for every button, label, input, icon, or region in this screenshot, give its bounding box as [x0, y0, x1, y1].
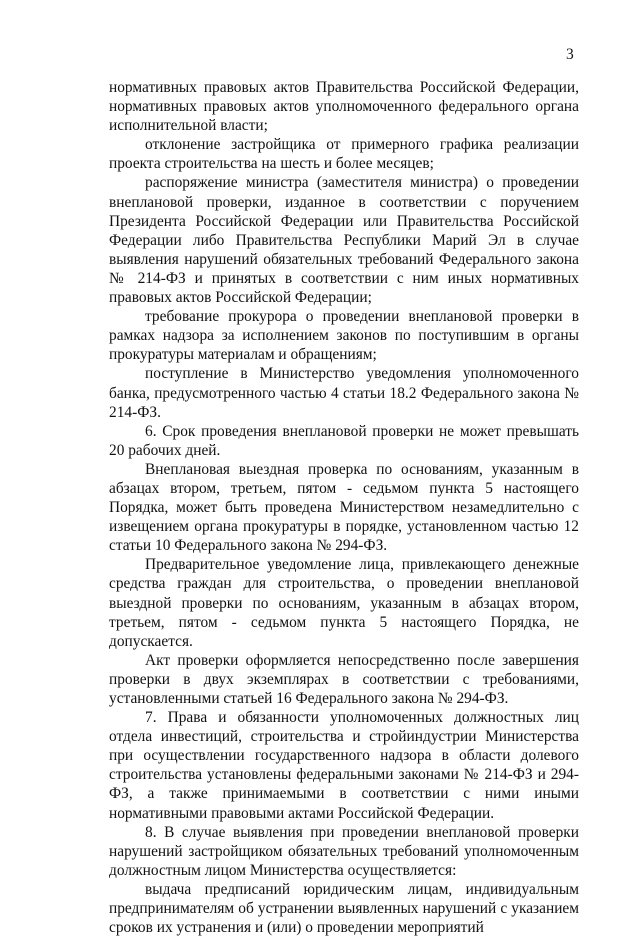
paragraph-continuation: нормативных правовых актов Правительства Российской Федерации, нормативных правовых актов уполномоченного федерального органа исполнительной власти;	[109, 79, 579, 135]
paragraph-bank-notice: поступление в Министерство уведомления уполномоченного банка, предусмотренного частью 4 статьи 18.2 Федерального закона № 214-ФЗ.	[109, 365, 579, 421]
paragraph-prior-notice: Предварительное уведомление лица, привлекающего денежные средства граждан для строительства, о проведении внеплановой выездной проверки по основаниям, указанным в абзацах втором, третьем, пятом - седьмом пункта 5 настоящего Порядка, не допускается.	[109, 556, 579, 650]
paragraph-orders-issuance: выдача предписаний юридическим лицам, индивидуальным предпринимателям об устранении выявленных нарушений с указанием сроков их устранения и (или) о проведении мероприятий	[109, 880, 579, 937]
paragraph-clause-6: 6. Срок проведения внеплановой проверки не может превышать 20 рабочих дней.	[109, 422, 579, 459]
paragraph-minister-order: распоряжение министра (заместителя министра) о проведении внеплановой проверки, изданное в соответствии с поручением Президента Российской Федерации или Правительства Российской Федерации либо Правительства Республики Марий Эл в случае выявления нарушений обязательных требований Федерального закона № 214-ФЗ и принятых в соответствии с ним иных нормативных правовых актов Российской Федерации;	[109, 174, 579, 307]
paragraph-onsite-inspection: Внеплановая выездная проверка по основаниям, указанным в абзацах втором, третьем, пятом - седьмом пункта 5 настоящего Порядка, может быть проведена Министерством незамедлительно с извещением органа прокуратуры в порядке, установленном частью 12 статьи 10 Федерального закона № 294-ФЗ.	[109, 460, 579, 555]
document-body	[109, 78, 579, 937]
paragraph-clause-7: 7. Права и обязанности уполномоченных должностных лиц отдела инвестиций, строительства и стройиндустрии Министерства при осуществлении государственного надзора в области долевого строительства установлены федеральными законами № 214-ФЗ и 294-ФЗ, а также принимаемыми в соответствии с ними иными нормативными правовыми актами Российской Федерации.	[109, 709, 579, 822]
paragraph-prosecutor-demand: требование прокурора о проведении внеплановой проверки в рамках надзора за исполнением законов по поступившим в органы прокуратуры материалам и обращениям;	[109, 308, 579, 364]
page-number: 3	[566, 46, 574, 63]
paragraph-schedule-deviation: отклонение застройщика от примерного графика реализации проекта строительства на шесть и более месяцев;	[109, 136, 579, 173]
paragraph-inspection-act: Акт проверки оформляется непосредственно после завершения проверки в двух экземплярах в соответствии с требованиями, установленными статьей 16 Федерального закона № 294-ФЗ.	[109, 651, 579, 707]
paragraph-clause-8: 8. В случае выявления при проведении внеплановой проверки нарушений застройщиком обязательных требований уполномоченным должностным лицом Министерства осуществляется:	[109, 823, 579, 879]
